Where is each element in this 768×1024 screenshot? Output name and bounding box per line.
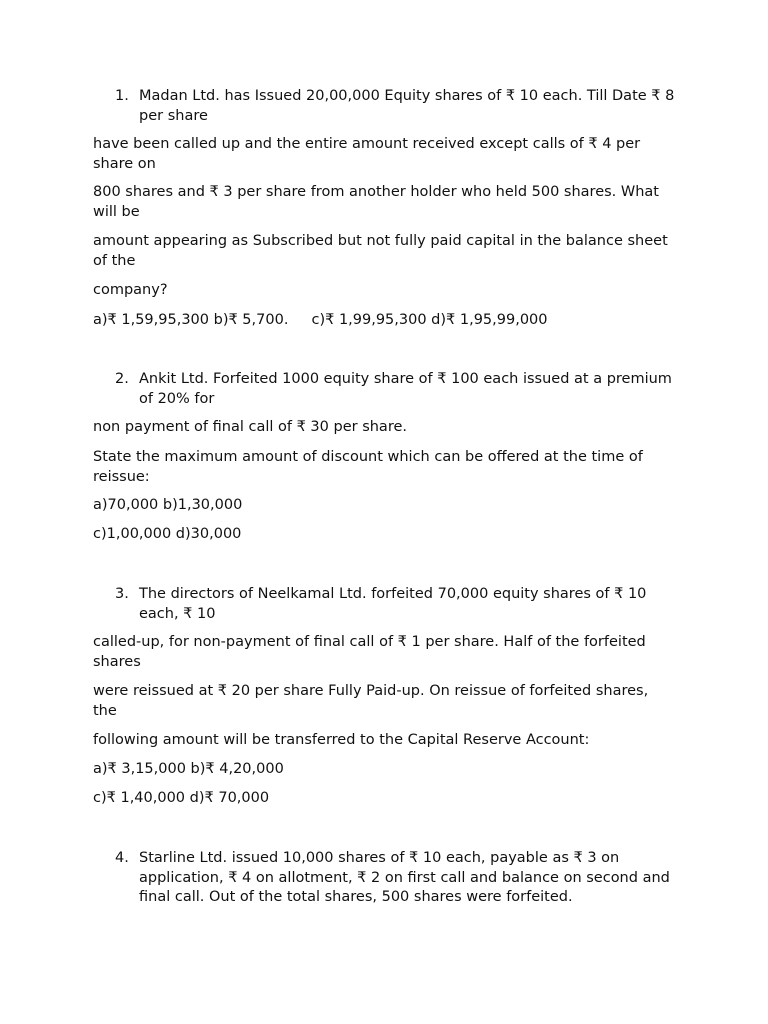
question-1-line: amount appearing as Subscribed but not fully paid capital in the balance sheet of the	[93, 233, 668, 269]
question-2-options: a)70,000 b)1,30,000	[93, 497, 243, 513]
question-number: 3.	[115, 586, 129, 602]
question-2-line: State the maximum amount of discount which can be offered at the time of reissue:	[93, 449, 643, 485]
question-3-line: were reissued at ₹ 20 per share Fully Paid-up. On reissue of forfeited shares, the	[93, 683, 649, 719]
question-1-line: company?	[93, 282, 168, 298]
question-2-options: c)1,00,000 d)30,000	[93, 526, 242, 542]
question-2-line: non payment of final call of ₹ 30 per share.	[93, 419, 407, 435]
options-text: a)₹ 1,59,95,300 b)₹ 5,700. c)₹ 1,99,95,300 d)₹ 1,95,99,000	[93, 312, 548, 328]
question-number: 2.	[115, 371, 129, 387]
question-4-heading	[115, 849, 680, 908]
question-1-heading	[115, 87, 675, 126]
question-3-options: a)₹ 3,15,000 b)₹ 4,20,000	[93, 761, 284, 777]
question-number: 1.	[115, 88, 129, 104]
question-1-line: have been called up and the entire amount received except calls of ₹ 4 per share on	[93, 136, 641, 172]
question-text: Starline Ltd. issued 10,000 shares of ₹ 10 each, payable as ₹ 3 on application, ₹ 4 on allotment, ₹ 2 on first call and balance on second and final call. Out of the total shares, 500 shares were forfeited.	[139, 850, 670, 905]
question-3-line: following amount will be transferred to the Capital Reserve Account:	[93, 732, 590, 748]
question-3-options: c)₹ 1,40,000 d)₹ 70,000	[93, 790, 270, 806]
question-1-line: 800 shares and ₹ 3 per share from another holder who held 500 shares. What will be	[93, 184, 659, 220]
question-text: Ankit Ltd. Forfeited 1000 equity share of ₹ 100 each issued at a premium of 20% for	[139, 371, 672, 407]
question-text: Madan Ltd. has Issued 20,00,000 Equity shares of ₹ 10 each. Till Date ₹ 8 per share	[139, 88, 675, 124]
question-3-line: called-up, for non-payment of final call of ₹ 1 per share. Half of the forfeited shares	[93, 634, 646, 670]
question-text: The directors of Neelkamal Ltd. forfeited 70,000 equity shares of ₹ 10 each, ₹ 10	[139, 586, 647, 622]
question-3-heading	[115, 585, 675, 624]
question-2-heading	[115, 370, 675, 409]
question-1-options	[93, 311, 673, 331]
question-number: 4.	[115, 850, 129, 866]
